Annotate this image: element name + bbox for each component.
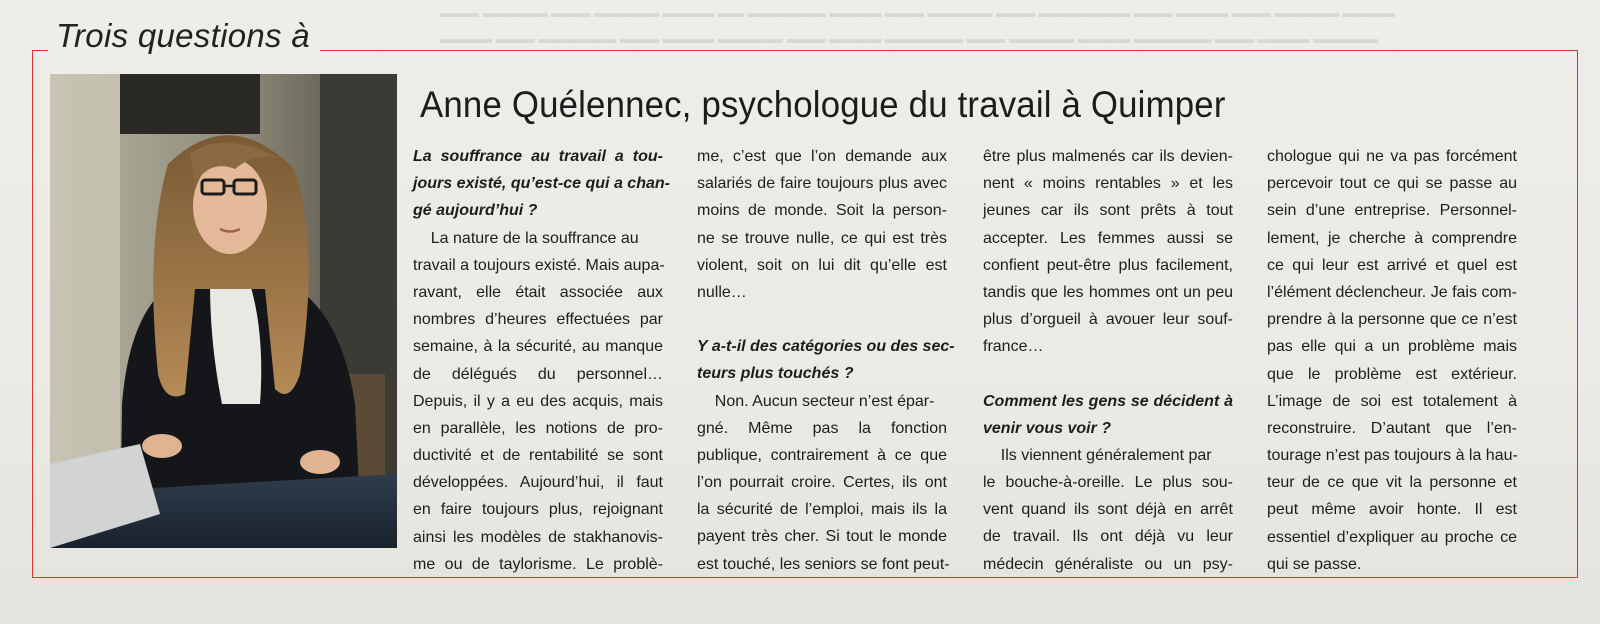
portrait-photo bbox=[50, 74, 397, 548]
article-text-line: Ils viennent généralement par bbox=[983, 446, 1212, 464]
interview-question-line: gé aujourd’hui ? bbox=[413, 202, 538, 220]
article-text-line: lement, je cherche à comprendre bbox=[1267, 229, 1517, 247]
article-text-line: La nature de la souffrance au bbox=[413, 229, 639, 247]
article-text-line: prendre à la personne que ce n’est bbox=[1267, 311, 1517, 329]
interview-question-line: teurs plus touchés ? bbox=[697, 365, 854, 383]
portrait-illustration bbox=[50, 74, 397, 548]
article-text-line: de délégués du personnel… bbox=[413, 365, 663, 383]
article-text-line: l’élément déclencheur. Je fais com- bbox=[1267, 283, 1517, 301]
interview-question-line: venir vous voir ? bbox=[983, 419, 1112, 437]
article-text-line: plus d’orgueil à avouer leur souf- bbox=[983, 311, 1233, 329]
article-text-line: ce qui leur est arrivé et quel est bbox=[1267, 256, 1517, 274]
article-text-line: être plus malmenés car ils devien- bbox=[983, 148, 1233, 165]
article-text-line: tandis que les hommes ont un peu bbox=[983, 283, 1233, 301]
article-text-line: essentiel d’expliquer au proche ce bbox=[1267, 528, 1517, 546]
article-text-line: percevoir tout ce qui se passe au bbox=[1267, 175, 1517, 193]
article-text-line: médecin généraliste ou un psy- bbox=[983, 555, 1233, 573]
article-text-line: nulle… bbox=[697, 283, 747, 301]
article-text-line: Depuis, il y a eu des acquis, mais bbox=[413, 392, 663, 410]
article-text-line: accepter. Les femmes aussi se bbox=[983, 229, 1233, 247]
article-text-line: moins de monde. Soit la person- bbox=[697, 202, 947, 220]
article-text-line: Non. Aucun secteur n’est épar- bbox=[697, 392, 935, 410]
article-text-line: le bouche-à-oreille. Le plus sou- bbox=[983, 474, 1233, 492]
interview-question-line: Comment les gens se décident à bbox=[983, 392, 1233, 410]
article-text-line: salariés de faire toujours plus avec bbox=[697, 175, 947, 193]
article-text-line: vent quand ils sont déjà en arrêt bbox=[983, 501, 1233, 519]
paragraph-gap bbox=[697, 306, 947, 333]
article-text-line: de travail. Ils ont déjà vu leur bbox=[983, 528, 1233, 546]
article-text-line: que le problème est extérieur. bbox=[1267, 365, 1517, 383]
article-text-line: pas elle qui a un problème mais bbox=[1267, 338, 1517, 356]
section-rubric: Trois questions à bbox=[48, 14, 320, 58]
article-text-line: me ou de taylorisme. Le problè- bbox=[413, 555, 663, 573]
article-text-line: en parallèle, les notions de pro- bbox=[413, 419, 663, 437]
article-text-line: développées. Aujourd’hui, il faut bbox=[413, 474, 663, 492]
article-text-line: publique, contrairement à ce que bbox=[697, 446, 947, 464]
text-column-3 bbox=[983, 143, 1233, 578]
text-column-1 bbox=[413, 143, 670, 578]
article-headline: Anne Quélennec, psychologue du travail à Quimper bbox=[420, 84, 1226, 125]
article-text-line: l’on pourrait croire. Certes, ils ont bbox=[697, 474, 947, 492]
article-text-line: jeunes car ils sont prêts à tout bbox=[983, 202, 1233, 220]
article-text-line: qui se passe. bbox=[1267, 555, 1362, 573]
article-text-line: L’image de soi est totalement à bbox=[1267, 392, 1517, 410]
text-column-4 bbox=[1267, 143, 1517, 578]
article-text-line: payent très cher. Si tout le monde bbox=[697, 528, 947, 546]
article-text-line: france… bbox=[983, 338, 1044, 356]
article-text-line: sein d’une entreprise. Personnel- bbox=[1267, 202, 1517, 220]
article-text-line: peut même avoir honte. Il est bbox=[1267, 501, 1517, 519]
article-text-line: est touché, les seniors se font peut- bbox=[697, 555, 950, 573]
article-text-line: ne se trouve nulle, ce qui est très bbox=[697, 229, 947, 247]
interview-question-line: jours existé, qu’est-ce qui a chan- bbox=[413, 175, 670, 193]
article-text-line: ainsi les modèles de stakhanovis- bbox=[413, 528, 663, 546]
paragraph-gap bbox=[983, 361, 1233, 388]
article-text-line: confient peut-être plus facilement, bbox=[983, 256, 1233, 274]
article-text-line: semaine, à la sécurité, au manque bbox=[413, 338, 663, 356]
article-text-line: chologue qui ne va pas forcément bbox=[1267, 148, 1517, 165]
article-text-line: gné. Même pas la fonction bbox=[697, 419, 947, 437]
text-column-2 bbox=[697, 143, 955, 578]
article-text-line: travail a toujours existé. Mais aupa- bbox=[413, 256, 665, 274]
article-text-line: la sécurité de l’emploi, mais ils la bbox=[697, 501, 947, 519]
article-text-line: violent, soit on lui dit qu’elle est bbox=[697, 256, 947, 274]
article-text-line: en faire toujours plus, rejoignant bbox=[413, 501, 663, 519]
article-text-line: ductivité et de rentabilité se sont bbox=[413, 447, 663, 465]
article-text-line: ravant, elle était associée aux bbox=[413, 283, 663, 301]
article-text-line: reconstruire. D’autant que l’en- bbox=[1267, 419, 1517, 437]
article-text-line: me, c’est que l’on demande aux bbox=[697, 148, 947, 165]
interview-question-line: La souffrance au travail a tou- bbox=[413, 148, 663, 165]
article-text-line: nent « moins rentables » et les bbox=[983, 175, 1233, 193]
article-text-line: teur de ce que vit la personne et bbox=[1267, 474, 1517, 492]
article-text-line: nombres d’heures effectuées par bbox=[413, 311, 663, 329]
article-text-line: tourage n’est pas toujours à la hau- bbox=[1267, 447, 1518, 465]
bleed-through-texture: ▬▬▬ ▬▬▬▬▬ ▬▬▬ ▬▬▬▬▬ ▬▬▬▬ ▬▬ ▬▬▬▬▬▬ ▬▬▬▬ ▬▬▬ ▬▬▬▬▬ ▬▬▬ ▬▬▬▬▬▬▬ ▬▬▬ ▬▬▬▬ ▬▬▬ ▬▬▬▬▬ ▬▬▬▬ ▬▬▬▬ ▬▬▬ ▬▬▬▬▬▬ ▬▬▬ ▬▬▬▬ ▬▬▬▬▬ ▬▬▬ ▬▬▬▬ ▬▬▬▬▬▬ ▬▬▬ ▬▬▬▬▬ ▬▬▬▬ ▬▬▬▬▬▬ ▬▬▬ ▬▬▬▬ ▬▬▬▬▬ bbox=[440, 5, 1395, 46]
interview-question-line: Y a-t-il des catégories ou des sec- bbox=[697, 338, 955, 356]
